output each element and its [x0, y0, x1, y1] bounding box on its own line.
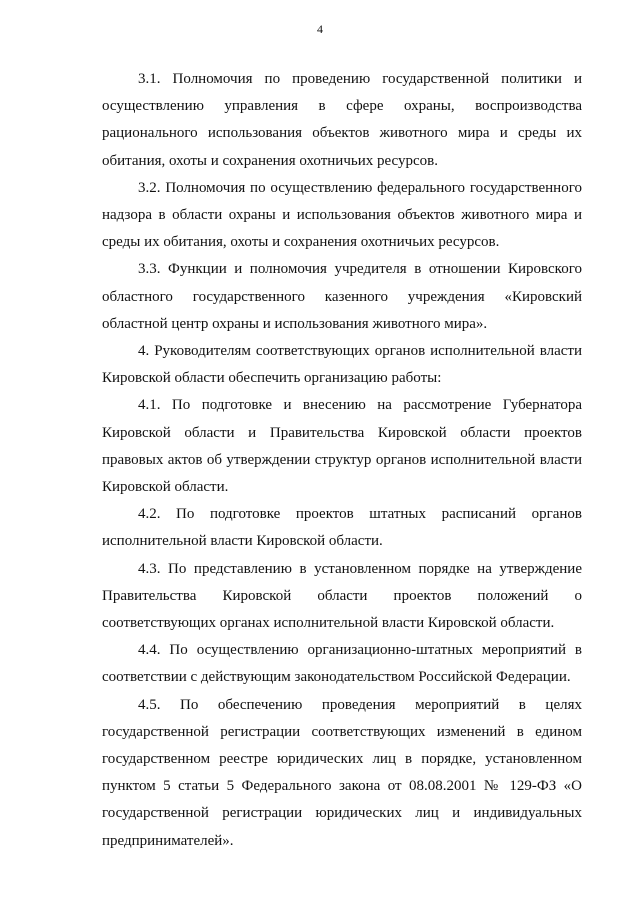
page-number: 4: [317, 22, 323, 36]
paragraph-4-5: 4.5. По обеспечению проведения мероприятий в целях государственной регистрации соответствующих изменений в едином государственном реестре юридических лиц в порядке, установленном пунктом 5 статьи 5 Федерального закона от 08.08.2001 № 129-ФЗ «О государственной регистрации юридических лиц и индивидуальных предпринимателей».: [102, 696, 582, 849]
paragraph-4-2: 4.2. По подготовке проектов штатных расписаний органов исполнительной власти Кировской области.: [102, 506, 582, 550]
paragraph-3-1: 3.1. Полномочия по проведению государственной политики и осуществлению управления в сфере охраны, воспроизводства рационального использования объектов животного мира и среды их обитания, охоты и сохранения охотничьих ресурсов.: [102, 71, 582, 169]
paragraph-4-3: 4.3. По представлению в установленном порядке на утверждение Правительства Кировской области проектов положений о соответствующих органах исполнительной власти Кировской области.: [102, 560, 582, 632]
paragraph-4-4: 4.4. По осуществлению организационно-штатных мероприятий в соответствии с действующим законодательством Российской Федерации.: [102, 642, 582, 686]
paragraph-4: 4. Руководителям соответствующих органов исполнительной власти Кировской области обеспечить организацию работы:: [102, 343, 582, 387]
paragraph-3-3: 3.3. Функции и полномочия учредителя в отношении Кировского областного государственного казенного учреждения «Кировский областной центр охраны и использования животного мира».: [102, 261, 582, 332]
paragraph-3-2: 3.2. Полномочия по осуществлению федерального государственного надзора в области охраны и использования объектов животного мира и среды их обитания, охоты и сохранения охотничьих ресурсов.: [102, 179, 582, 251]
paragraph-4-1: 4.1. По подготовке и внесению на рассмотрение Губернатора Кировской области и Правительства Кировской области проектов правовых актов об утверждении структур органов исполнительной власти Кировской области.: [102, 397, 582, 496]
document-body: [102, 66, 582, 855]
